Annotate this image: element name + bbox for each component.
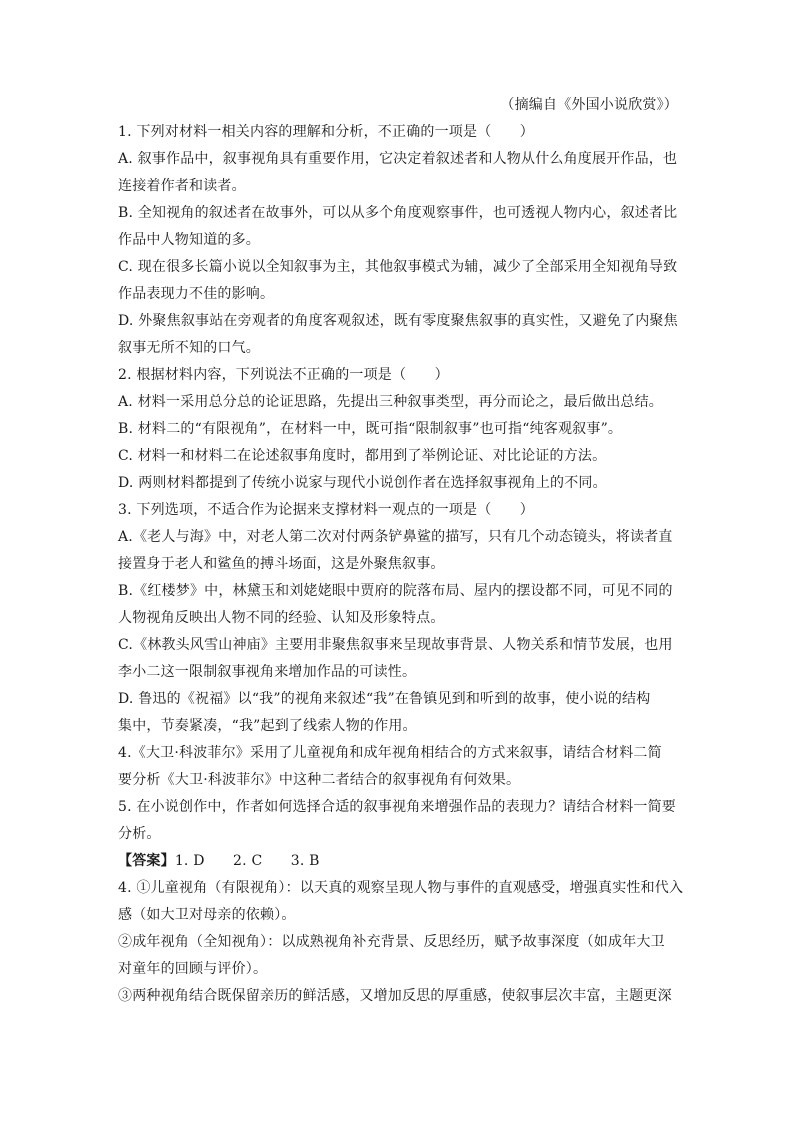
question-line: 集中，节奏紧凑，“我”起到了线索人物的作用。: [118, 718, 417, 734]
analysis-line: 对童年的回顾与评价）。: [118, 961, 268, 977]
answer-tag: 【答案】: [118, 853, 175, 869]
source-citation: （摘编自《外国小说欣赏》）: [500, 97, 678, 113]
question-line: A. 叙事作品中，叙事视角具有重要作用，它决定着叙述者和人物从什么角度展开作品，也: [118, 151, 678, 167]
question-line: B. 材料二的“有限视角”，在材料一中，既可指“限制叙事”也可指“纯客观叙事”。: [118, 421, 623, 437]
document-page: [118, 92, 684, 1010]
question-line: D. 鲁迅的《祝福》以“我”的视角来叙述“我”在鲁镇见到和听到的故事，使小说的结构: [118, 691, 651, 707]
question-item: [118, 578, 678, 632]
question-line: 2. 根据材料内容，下列说法不正确的一项是（ ）: [118, 367, 449, 383]
analysis-line: 4. ①儿童视角（有限视角）：以天真的观察呈现人物与事件的直观感受，增强真实性和代入: [118, 880, 684, 896]
analysis-item: [118, 875, 684, 929]
question-item: [118, 308, 678, 362]
question-line: 分析。: [118, 826, 161, 842]
answer-line: [118, 848, 678, 875]
question-item: [118, 146, 678, 200]
question-item: [118, 362, 678, 389]
question-line: 接置身于老人和鲨鱼的搏斗场面，这是外聚焦叙事。: [118, 556, 445, 572]
question-line: A.《老人与海》中，对老人第二次对付两条铲鼻鲨的描写，只有几个动态镜头，将读者直: [118, 529, 673, 545]
question-line: 3. 下列选项，不适合作为论据来支撑材料一观点的一项是（ ）: [118, 502, 535, 518]
questions-section: [118, 119, 678, 848]
question-item: [118, 389, 678, 416]
question-item: [118, 119, 678, 146]
analysis-item: [118, 983, 678, 1010]
question-line: D. 两则材料都提到了传统小说家与现代小说创作者在选择叙事视角上的不同。: [118, 475, 607, 491]
answer-choices: 1. D 2. C 3. B: [174, 853, 320, 869]
question-line: 李小二这一限制叙事视角来增加作品的可读性。: [118, 664, 417, 680]
question-item: [118, 794, 678, 848]
question-item: [118, 443, 678, 470]
analysis-line: ②成年视角（全知视角）：以成熟视角补充背景、反思经历，赋予故事深度（如成年大卫: [118, 934, 665, 950]
analysis-line: ③两种视角结合既保留亲历的鲜活感，又增加反思的厚重感，使叙事层次丰富，主题更深: [118, 988, 672, 1004]
question-line: 5. 在小说创作中，作者如何选择合适的叙事视角来增强作品的表现力？请结合材料一简要: [118, 799, 677, 815]
question-line: 作品表现力不佳的影响。: [118, 286, 275, 302]
question-line: 要分析《大卫·科波菲尔》中这种二者结合的叙事视角有何效果。: [118, 772, 521, 788]
analysis-line: 感（如大卫对母亲的依赖）。: [118, 907, 296, 923]
question-item: [118, 740, 678, 794]
question-line: D. 外聚焦叙事站在旁观者的角度客观叙述，既有零度聚焦叙事的真实性，又避免了内聚焦: [118, 313, 678, 329]
analysis-item: [118, 929, 678, 983]
question-item: [118, 416, 678, 443]
question-line: C.《林教头风雪山神庙》主要用非聚焦叙事来呈现故事背景、人物关系和情节发展，也用: [118, 637, 673, 653]
question-line: C. 材料一和材料二在论述叙事角度时，都用到了举例论证、对比论证的方法。: [118, 448, 607, 464]
question-item: [118, 632, 678, 686]
question-item: [118, 524, 678, 578]
question-line: B. 全知视角的叙述者在故事外，可以从多个角度观察事件，也可透视人物内心，叙述者比: [118, 205, 678, 221]
question-item: [118, 254, 678, 308]
question-line: 4.《大卫·科波菲尔》采用了儿童视角和成年视角相结合的方式来叙事，请结合材料二简: [118, 745, 662, 761]
question-line: 叙事无所不知的口气。: [118, 340, 260, 356]
question-line: 连接着作者和读者。: [118, 178, 246, 194]
question-item: [118, 470, 678, 497]
analysis-section: [118, 875, 684, 1010]
question-line: A. 材料一采用总分总的论证思路，先提出三种叙事类型，再分而论之，最后做出总结。: [118, 394, 664, 410]
question-line: C. 现在很多长篇小说以全知叙事为主，其他叙事模式为辅，减少了全部采用全知视角导致: [118, 259, 678, 275]
question-item: [118, 200, 678, 254]
question-line: 作品中人物知道的多。: [118, 232, 260, 248]
question-line: 1. 下列对材料一相关内容的理解和分析，不正确的一项是（ ）: [118, 124, 535, 140]
question-item: [118, 497, 678, 524]
question-item: [118, 686, 678, 740]
question-line: B.《红楼梦》中，林黛玉和刘姥姥眼中贾府的院落布局、屋内的摆设都不同，可见不同的: [118, 583, 673, 599]
question-line: 人物视角反映出人物不同的经验、认知及形象特点。: [118, 610, 445, 626]
